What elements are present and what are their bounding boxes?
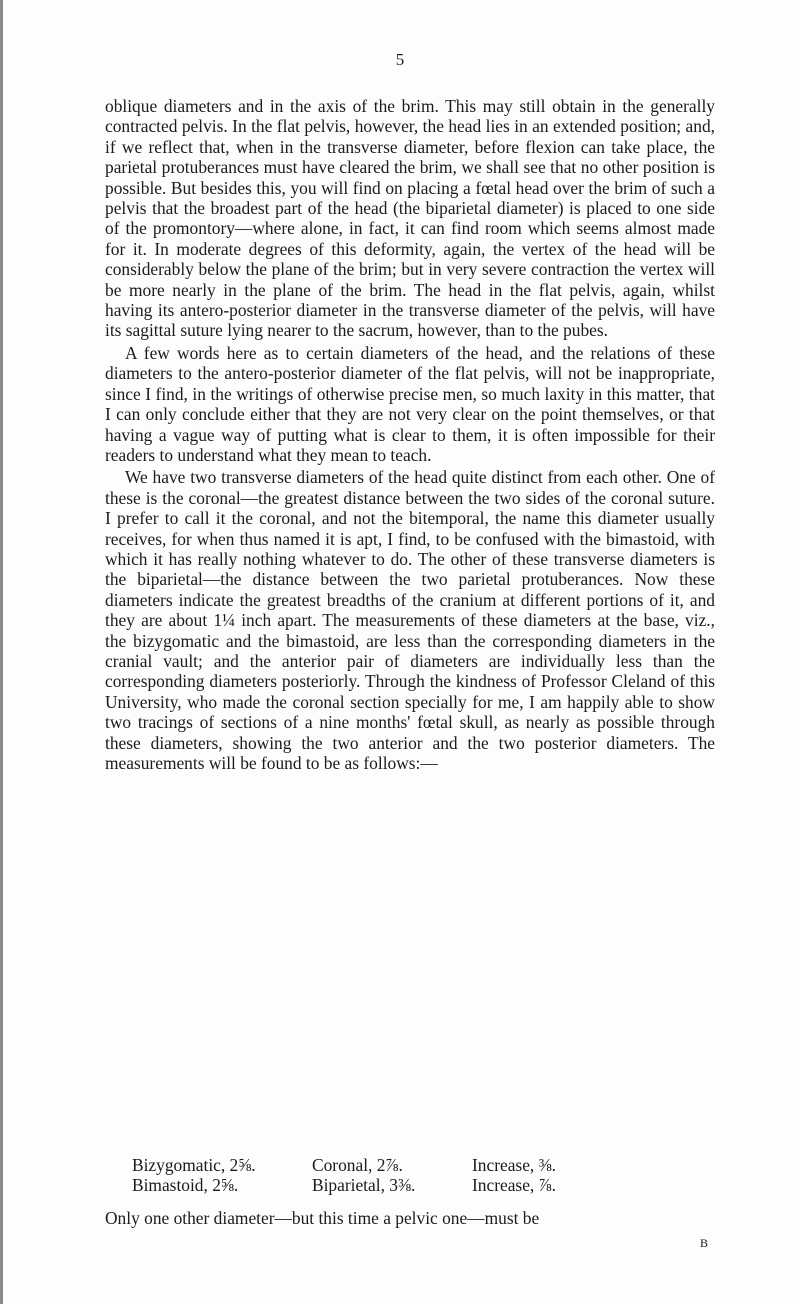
measurements-table [132, 1155, 712, 1195]
page-number: 5 [395, 50, 405, 69]
measurement-vault: Biparietal, 3⅜. [312, 1175, 416, 1195]
measurement-row [132, 1155, 712, 1175]
measurement-base: Bizygomatic, 2⅝. [132, 1155, 256, 1175]
measurement-base: Bimastoid, 2⅝. [132, 1175, 239, 1195]
measurement-row [132, 1175, 712, 1195]
paragraph-1: oblique diameters and in the axis of the brim. This may still obtain in the generally contracted pelvis. In the flat pelvis, however, the head lies in an extended position; and, if we reflect that, when in the transverse diameter, before flexion can take place, the parietal protuberances must have cleared the brim, we shall see that no other position is possible. But besides this, you will find on placing a fœtal head over the brim of such a pelvis that the broadest part of the head (the biparietal diameter) is placed to one side of the promontory—where alone, in fact, it can find room which seems almost made for it. In moderate degrees of this deformity, again, the vertex of the head will be considerably below the plane of the brim; but in very severe contraction the vertex will be more nearly in the plane of the brim. The head in the flat pelvis, again, whilst having its antero-posterior diameter in the transverse diameter of the pelvis, will have its sagittal suture lying nearer to the sacrum, however, than to the pubes. [105, 96, 715, 341]
page-edge [0, 0, 3, 1304]
paragraph-3: We have two transverse diameters of the head quite distinct from each other. One of these is the coronal—the greatest distance between the two sides of the coronal suture. I prefer to call it the coronal, and not the bitemporal, the name this diameter usually receives, for when thus named it is apt, I find, to be confused with the bimastoid, with which it has really nothing whatever to do. The other of these transverse diameters is the biparietal—the distance between the two parietal protuberances. Now these diameters indicate the greatest breadths of the cranium at different portions of it, and they are about 1¼ inch apart. The measurements of these diameters at the base, viz., the bizygomatic and the bimastoid, are less than the corresponding diameters in the cranial vault; and the anterior pair of diameters are individually less than the corresponding diameters posteriorly. Through the kindness of Professor Cleland of this University, who made the coronal section specially for me, I am happily able to show two tracings of sections of a nine months' fœtal skull, as nearly as possible through these diameters, showing the two anterior and the two posterior diameters. The measurements will be found to be as follows:— [105, 467, 715, 773]
signature-mark: B [700, 1236, 709, 1250]
paragraph-2: A few words here as to certain diameters of the head, and the relations of these diameters to the antero-posterior diameter of the flat pelvis, will not be inappropriate, since I find, in the writings of otherwise precise men, so much laxity in this matter, that I can only conclude either that they are not very clear on the point themselves, or that having a vague way of putting what is clear to them, it is often impossible for their readers to understand what they mean to teach. [105, 342, 715, 465]
measurement-increase: Increase, ⅞. [472, 1175, 557, 1195]
body-text [105, 96, 715, 773]
closing-line: Only one other diameter—but this time a pelvic one—must be [105, 1208, 540, 1228]
measurement-vault: Coronal, 2⅞. [312, 1155, 403, 1175]
measurement-increase: Increase, ⅜. [472, 1155, 557, 1175]
